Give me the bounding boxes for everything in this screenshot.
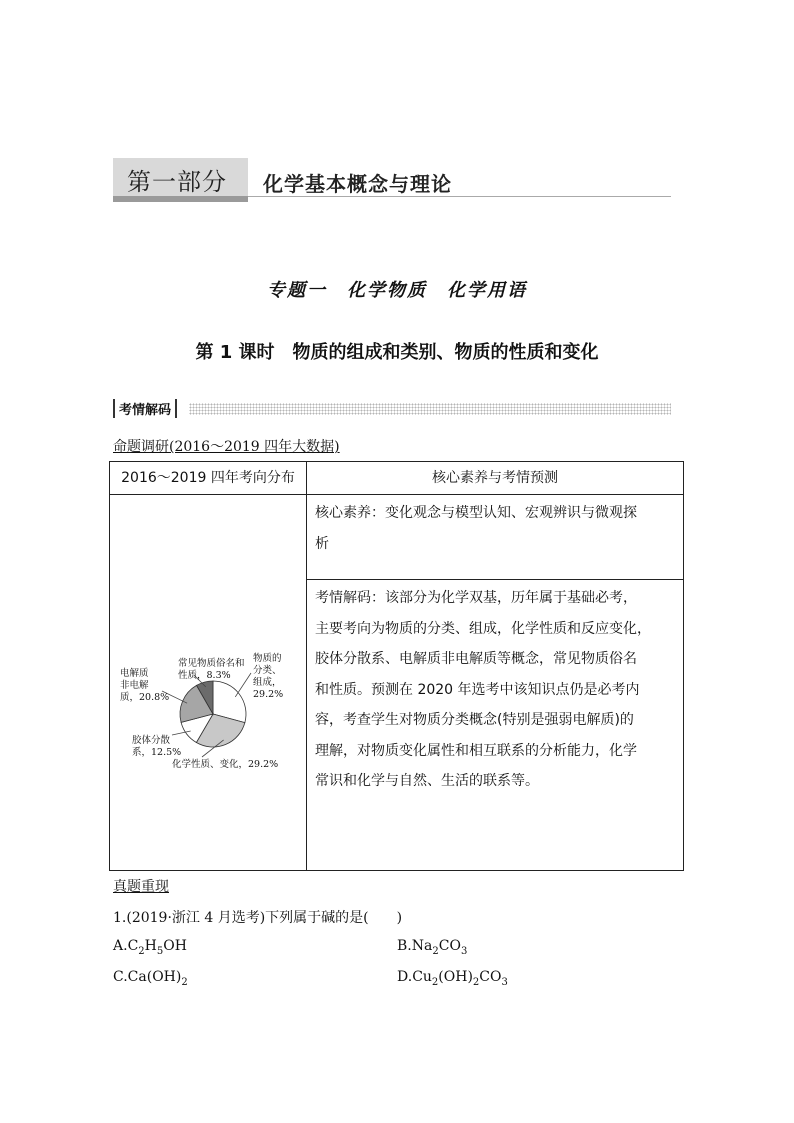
option-letter: A. (113, 938, 128, 954)
part-title: 第一部分 (127, 168, 227, 196)
exam-text (307, 580, 683, 797)
part-header (113, 158, 671, 202)
question-stem: 1.(2019·浙江 4 月选考)下列属于碱的是( ) (113, 910, 403, 926)
pie-slice-label: 胶体分散系，12.5% (132, 735, 182, 758)
formula-sub: 3 (501, 976, 508, 988)
section-bar (113, 400, 671, 416)
exam-line: 考情解码：该部分为化学双基，历年属于基础必考， (315, 590, 637, 606)
exam-line: 胶体分散系、电解质非电解质等概念，常见物质俗名 (315, 651, 637, 667)
exam-line: 理解，对物质变化属性和相互联系的分析能力，化学 (315, 742, 637, 759)
formula-part: CO (479, 969, 502, 985)
formula-part: OH (163, 938, 187, 954)
formula-sub: 2 (181, 976, 188, 988)
option-letter: C. (113, 969, 128, 985)
survey-table (109, 461, 684, 871)
survey-title: 命题调研(2016～2019 四年大数据) (113, 439, 340, 455)
lesson-title: 第 1 课时 物质的组成和类别、物质的性质和变化 (195, 342, 599, 363)
pie-slice-label: 物质的分类、组成， 29.2% (253, 653, 284, 700)
formula-part: CO (438, 938, 461, 954)
formula-part: Ca(OH) (127, 969, 182, 985)
real-questions-title: 真题重现 (113, 879, 169, 895)
formula-part: (OH) (438, 969, 473, 985)
core-text (307, 495, 683, 559)
pie-leader-line (235, 673, 251, 697)
option-letter: B. (397, 938, 412, 954)
col2-header-cell (307, 462, 684, 495)
col2-header: 核心素养与考情预测 (432, 470, 558, 486)
col1-header-cell (110, 462, 307, 495)
formula-part: Cu (412, 969, 432, 985)
section-label: 考情解码 (113, 399, 177, 418)
core-line: 核心素养：变化观念与模型认知、宏观辨识与微观探 (315, 505, 637, 521)
section-dots (189, 403, 671, 415)
formula-sub: 2 (138, 945, 145, 957)
formula-sub: 2 (432, 945, 439, 957)
formula-part: H (144, 938, 157, 954)
formula-part: C (127, 938, 139, 954)
core-cell (307, 495, 684, 580)
pie-slice-label: 电解质非电解质，20.8% (120, 668, 170, 703)
formula-sub: 2 (472, 976, 480, 988)
option-b (397, 938, 467, 957)
exam-line: 常识和化学与自然、生活的联系等。 (315, 773, 539, 789)
pie-chart (110, 495, 306, 869)
exam-cell (307, 580, 684, 871)
exam-line: 主要考向为物质的分类、组成，化学性质和反应变化， (315, 620, 651, 637)
formula-sub: 5 (156, 945, 164, 957)
formula-part: Na (411, 938, 433, 954)
topic-title: 专题一 化学物质 化学用语 (267, 280, 527, 301)
option-c (113, 969, 188, 988)
option-d (397, 969, 508, 988)
exam-line: 和性质。预测在 2020 年选考中该知识点仍是必考内 (315, 681, 640, 698)
pie-slice-label: 常见物质俗名和性质，8.3% (178, 658, 245, 681)
core-line: 析 (315, 535, 329, 552)
col1-header: 2016～2019 四年考向分布 (121, 470, 295, 486)
part-subtitle: 化学基本概念与理论 (263, 172, 452, 196)
option-letter: D. (397, 969, 413, 985)
pie-slice-label: 化学性质、变化，29.2% (172, 759, 279, 770)
formula-sub: 2 (431, 976, 439, 988)
exam-line: 容，考查学生对物质分类概念(特别是强弱电解质)的 (315, 712, 634, 728)
chart-cell (110, 495, 307, 871)
formula-sub: 3 (460, 945, 468, 957)
option-a (113, 938, 187, 957)
